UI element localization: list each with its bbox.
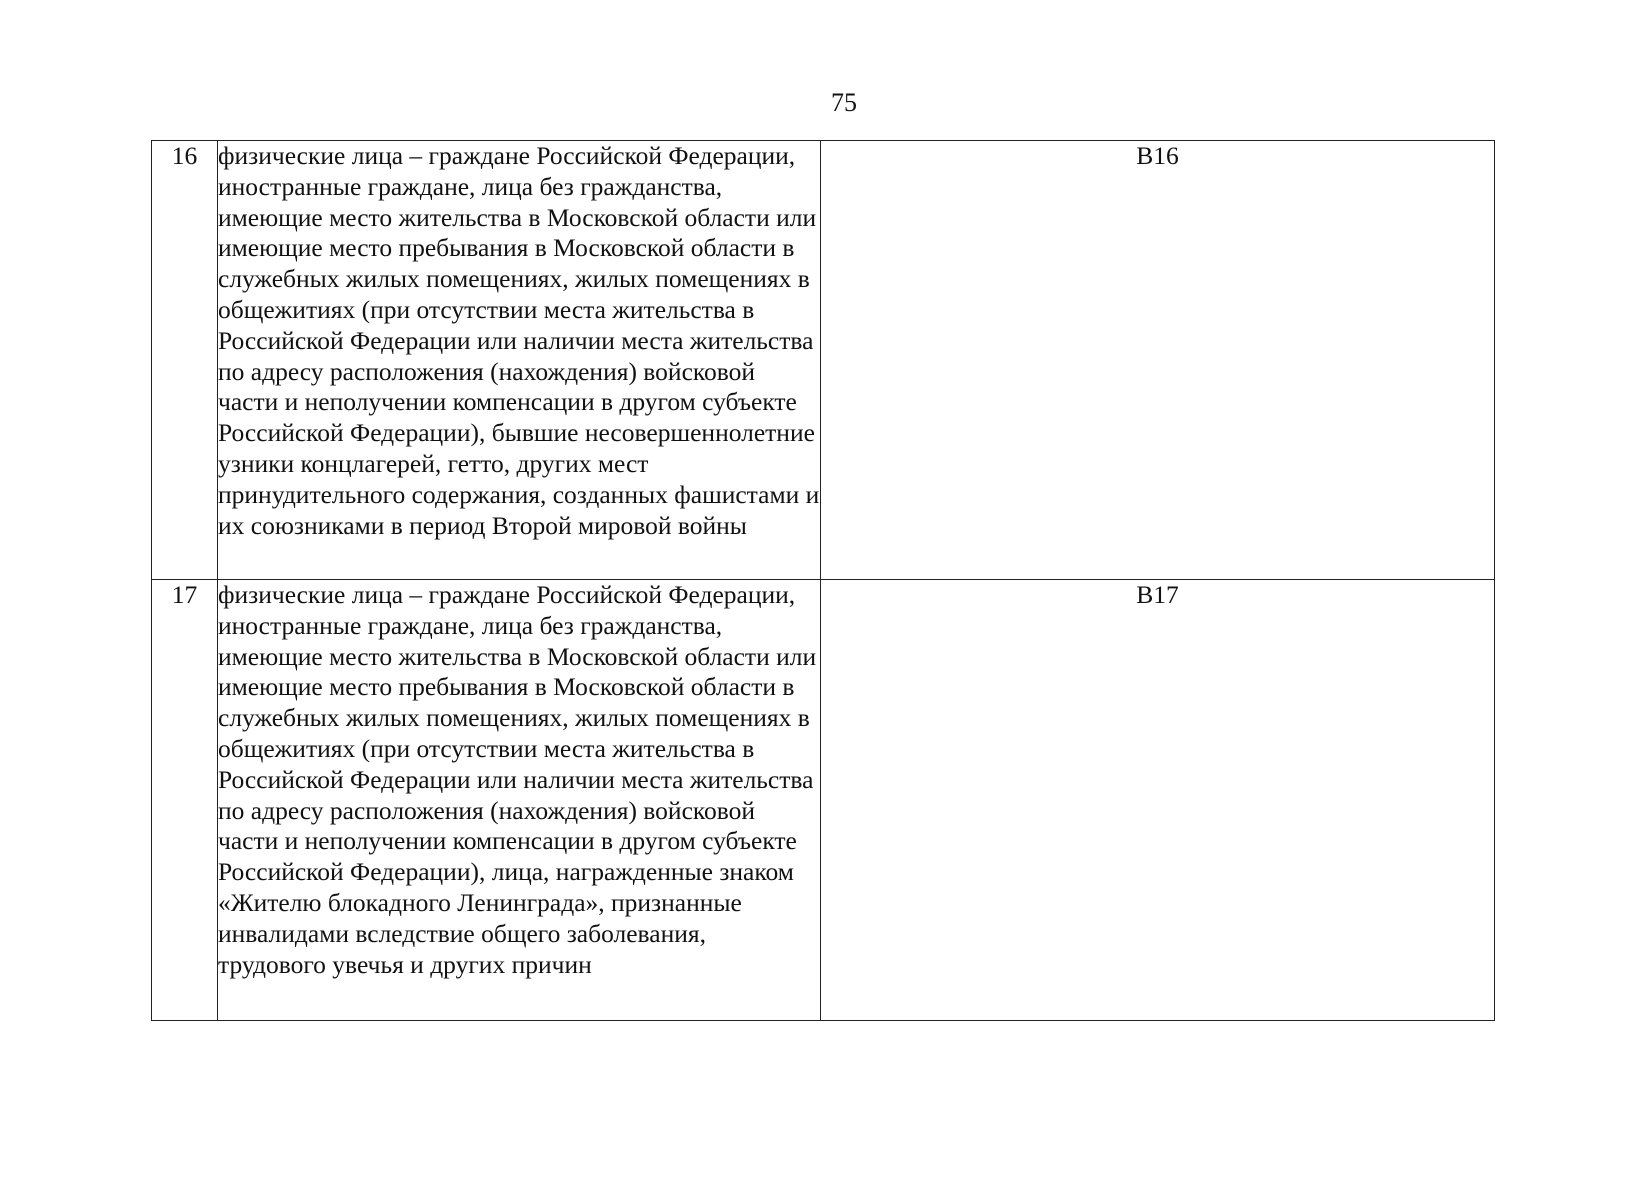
row-description-text: физические лица – граждане Российской Федерации, иностранные граждане, лица без гражданства, имеющие место жительства в Московской области или имеющие место пребывания в Московской области в служебных жилых помещениях, жилых помещениях в общежитиях (при отсутствии места жительства в Российской Федерации или наличии места жительства по адресу расположения (нахождения) войсковой части и неполучении компенсации в другом субъекте Российской Федерации), бывшие несовершеннолетние узники концлагерей, гетто, других мест принудительного содержания, созданных фашистами и их союзниками в период Второй мировой войны	[218, 141, 820, 540]
page-number: 75	[831, 88, 857, 117]
beneficiary-table	[151, 140, 1495, 1021]
table-row	[152, 141, 1495, 580]
row-code: B16	[821, 141, 1495, 580]
row-description	[218, 580, 821, 1021]
row-description	[218, 141, 821, 580]
table-row	[152, 580, 1495, 1021]
row-description-text: физические лица – граждане Российской Федерации, иностранные граждане, лица без гражданства, имеющие место жительства в Московской области или имеющие место пребывания в Московской области в служебных жилых помещениях, жилых помещениях в общежитиях (при отсутствии места жительства в Российской Федерации или наличии места жительства по адресу расположения (нахождения) войсковой части и неполучении компенсации в другом субъекте Российской Федерации), лица, награжденные знаком «Жителю блокадного Ленинграда», признанные инвалидами вследствие общего заболевания, трудового увечья и других причин	[218, 580, 817, 979]
row-number: 16	[152, 141, 218, 580]
row-number: 17	[152, 580, 218, 1021]
row-code: B17	[821, 580, 1495, 1021]
